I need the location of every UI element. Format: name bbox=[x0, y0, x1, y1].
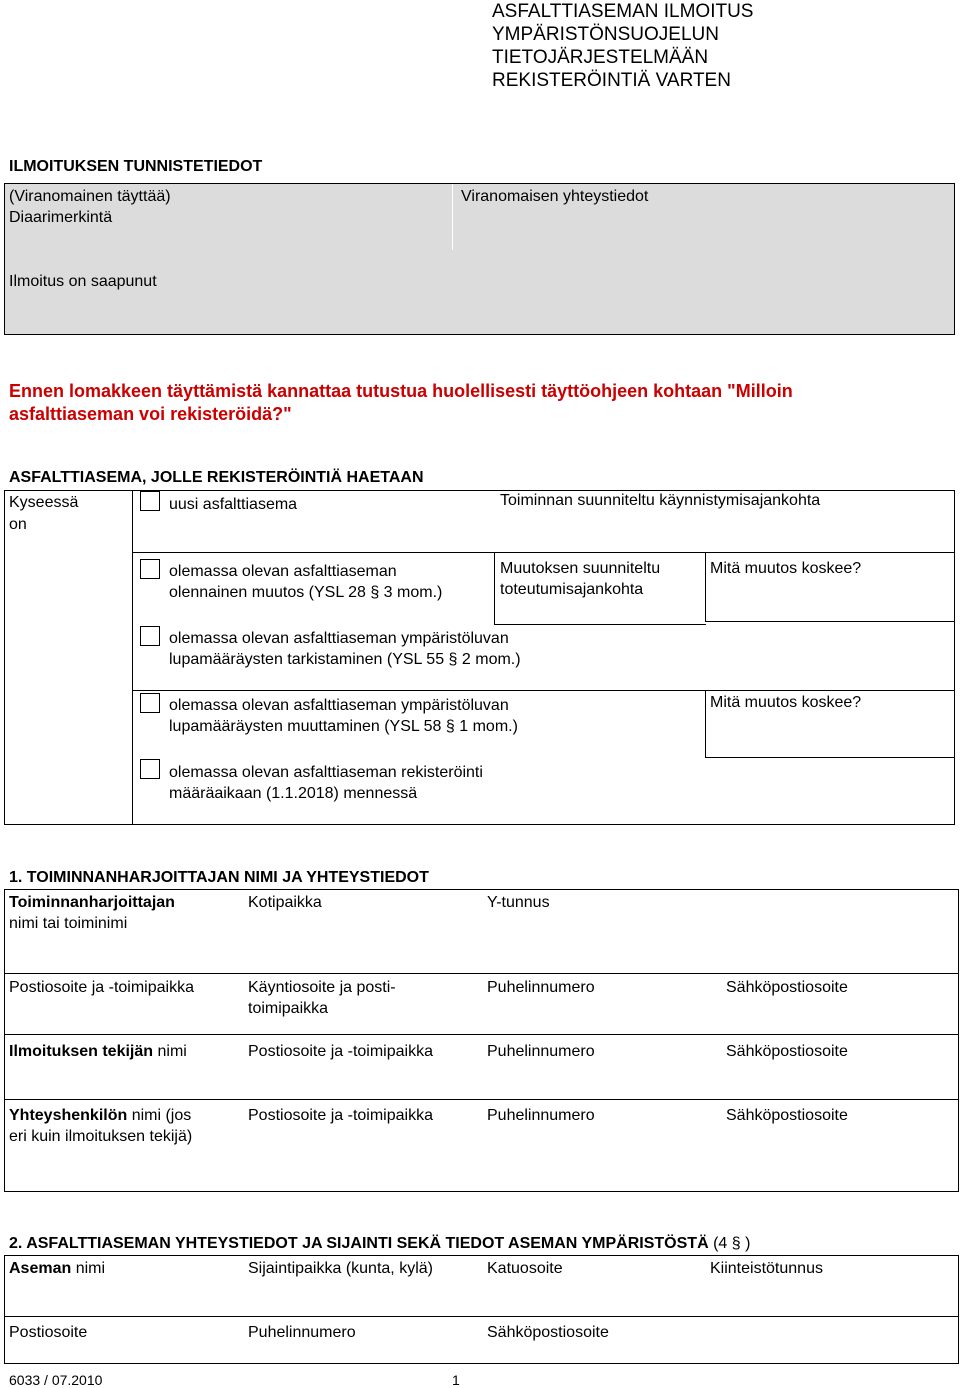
contact-postal-field[interactable]: Postiosoite ja -toimipaikka bbox=[248, 1107, 433, 1124]
diary-number-field[interactable]: Diaarimerkintä bbox=[9, 209, 113, 226]
option-line: olemassa olevan asfalttiaseman rekisteröinti bbox=[169, 764, 483, 781]
field-label-line bbox=[9, 1105, 192, 1126]
section-heading-text: 2. ASFALTTIASEMAN YHTEYSTIEDOT JA SIJAINTI SEKÄ TIEDOT ASEMAN YMPÄRISTÖSTÄ bbox=[9, 1235, 709, 1252]
field-label-bold: Yhteyshenkilön bbox=[9, 1107, 128, 1124]
title-line: ASFALTTIASEMAN ILMOITUS bbox=[492, 1, 754, 22]
permit-review-checkbox[interactable] bbox=[140, 626, 160, 646]
new-station-checkbox[interactable] bbox=[140, 491, 160, 511]
document-title bbox=[492, 0, 753, 92]
field-label-bold: Ilmoituksen tekijän bbox=[9, 1043, 154, 1060]
option-line: olemassa olevan asfalttiaseman ympäristöluvan bbox=[169, 697, 509, 714]
kyseessa-label: Kyseessä bbox=[9, 494, 79, 511]
filer-postal-field[interactable]: Postiosoite ja -toimipaikka bbox=[248, 1043, 433, 1060]
registration-row-divider bbox=[494, 624, 706, 625]
option-text: 3 mom.) bbox=[379, 584, 443, 601]
page-number: 1 bbox=[452, 1372, 460, 1388]
section-sign: § bbox=[370, 584, 380, 601]
id-section-heading: ILMOITUKSEN TUNNISTETIEDOT bbox=[9, 158, 263, 175]
form-code: 6033 / 07.2010 bbox=[9, 1372, 103, 1388]
filer-email-field[interactable]: Sähköpostiosoite bbox=[726, 1043, 848, 1060]
section-sign: § bbox=[445, 718, 455, 735]
field-label-bold: Aseman bbox=[9, 1260, 72, 1277]
option-line: olemassa olevan asfalttiaseman ympäristöluvan bbox=[169, 630, 509, 647]
field-label-text: nimi (jos bbox=[127, 1107, 192, 1124]
what-change-field-2[interactable]: Mitä muutos koskee? bbox=[710, 694, 862, 711]
table-row-divider bbox=[4, 1099, 959, 1100]
permit-modify-label bbox=[169, 695, 518, 737]
registration-row-divider bbox=[133, 552, 955, 553]
field-label-line: nimi tai toiminimi bbox=[9, 915, 128, 932]
registration-col-divider bbox=[705, 690, 706, 757]
contact-email-field[interactable]: Sähköpostiosoite bbox=[726, 1107, 848, 1124]
title-line: REKISTERÖINTIÄ VARTEN bbox=[492, 70, 731, 91]
station-name-field[interactable] bbox=[9, 1258, 105, 1279]
existing-registration-checkbox[interactable] bbox=[140, 759, 160, 779]
postal-address-field[interactable]: Postiosoite ja -toimipaikka bbox=[9, 979, 194, 996]
location-field[interactable]: Sijaintipaikka (kunta, kylä) bbox=[248, 1260, 433, 1277]
field-label-text: nimi bbox=[71, 1260, 106, 1277]
registration-col-divider bbox=[132, 490, 133, 825]
notice-line: asfalttiaseman voi rekisteröidä?" bbox=[9, 404, 292, 424]
phone-field[interactable]: Puhelinnumero bbox=[487, 979, 595, 996]
field-label-text: nimi bbox=[153, 1043, 187, 1060]
title-line: TIETOJÄRJESTELMÄÄN bbox=[492, 47, 709, 68]
table-row-divider bbox=[4, 1034, 959, 1035]
option-text: 2 mom.) bbox=[457, 651, 521, 668]
field-label-line: Muutoksen suunniteltu bbox=[500, 560, 661, 577]
registration-col-divider bbox=[494, 552, 495, 625]
field-label-bold: Toiminnanharjoittajan bbox=[9, 894, 175, 911]
option-line bbox=[169, 649, 521, 670]
section1-heading: 1. TOIMINNANHARJOITTAJAN NIMI JA YHTEYSTIEDOT bbox=[9, 869, 429, 886]
operator-name-field[interactable] bbox=[9, 892, 175, 934]
section2-heading bbox=[9, 1235, 750, 1253]
option-line: määräaikaan (1.1.2018) mennessä bbox=[169, 785, 418, 802]
station-phone-field[interactable]: Puhelinnumero bbox=[248, 1324, 356, 1341]
visiting-address-field[interactable] bbox=[248, 977, 396, 1019]
option-text: lupamääräysten muuttaminen (YSL 58 bbox=[169, 718, 446, 735]
field-label-line: eri kuin ilmoituksen tekijä) bbox=[9, 1128, 193, 1145]
authority-fills-label: (Viranomainen täyttää) bbox=[9, 188, 171, 205]
station-email-field[interactable]: Sähköpostiosoite bbox=[487, 1324, 609, 1341]
contact-phone-field[interactable]: Puhelinnumero bbox=[487, 1107, 595, 1124]
contact-person-field[interactable] bbox=[9, 1105, 192, 1147]
domicile-field[interactable]: Kotipaikka bbox=[248, 894, 322, 911]
business-id-field[interactable]: Y-tunnus bbox=[487, 894, 550, 911]
property-id-field[interactable]: Kiinteistötunnus bbox=[710, 1260, 823, 1277]
table-row-divider bbox=[4, 1316, 959, 1317]
title-line: YMPÄRISTÖNSUOJELUN bbox=[492, 24, 719, 45]
option-text: olennainen muutos (YSL 28 bbox=[169, 584, 371, 601]
option-line bbox=[169, 716, 518, 737]
registration-row-divider bbox=[133, 690, 955, 691]
field-label-line: toteutumisajankohta bbox=[500, 581, 644, 598]
substantial-change-label bbox=[169, 561, 442, 603]
table-row-divider bbox=[4, 973, 959, 974]
permit-modify-checkbox[interactable] bbox=[140, 693, 160, 713]
registration-row-divider bbox=[705, 621, 955, 622]
instruction-notice bbox=[9, 380, 793, 426]
notice-line: Ennen lomakkeen täyttämistä kannattaa tutustua huolellisesti täyttöohjeen kohtaan "Milloin bbox=[9, 381, 793, 401]
option-line: olemassa olevan asfalttiaseman bbox=[169, 563, 397, 580]
station-postal-field[interactable]: Postiosoite bbox=[9, 1324, 88, 1341]
field-label-line: Käyntiosoite ja posti- bbox=[248, 979, 396, 996]
option-text: 1 mom.) bbox=[454, 718, 518, 735]
email-field[interactable]: Sähköpostiosoite bbox=[726, 979, 848, 996]
existing-registration-label bbox=[169, 762, 483, 804]
permit-review-label bbox=[169, 628, 521, 670]
registration-col-divider bbox=[705, 552, 706, 622]
filer-name-field[interactable] bbox=[9, 1041, 187, 1062]
change-planned-field[interactable] bbox=[500, 558, 660, 600]
option-line bbox=[169, 582, 442, 603]
field-label-line: toimipaikka bbox=[248, 1000, 329, 1017]
new-station-label: uusi asfalttiasema bbox=[169, 496, 298, 513]
on-label: on bbox=[9, 516, 27, 533]
registration-heading: ASFALTTIASEMA, JOLLE REKISTERÖINTIÄ HAETAAN bbox=[9, 469, 424, 486]
street-address-field[interactable]: Katuosoite bbox=[487, 1260, 563, 1277]
filer-phone-field[interactable]: Puhelinnumero bbox=[487, 1043, 595, 1060]
id-divider bbox=[452, 184, 453, 250]
substantial-change-checkbox[interactable] bbox=[140, 559, 160, 579]
authority-contact-field[interactable]: Viranomaisen yhteystiedot bbox=[461, 188, 649, 205]
planned-start-field[interactable]: Toiminnan suunniteltu käynnistymisajankohta bbox=[500, 492, 821, 509]
option-text: lupamääräysten tarkistaminen (YSL 55 bbox=[169, 651, 449, 668]
received-date-field[interactable]: Ilmoitus on saapunut bbox=[9, 273, 157, 290]
section-sign: § bbox=[448, 651, 458, 668]
section-reference: (4 § ) bbox=[708, 1235, 751, 1252]
what-change-field-1[interactable]: Mitä muutos koskee? bbox=[710, 560, 862, 577]
registration-row-divider bbox=[705, 757, 955, 758]
